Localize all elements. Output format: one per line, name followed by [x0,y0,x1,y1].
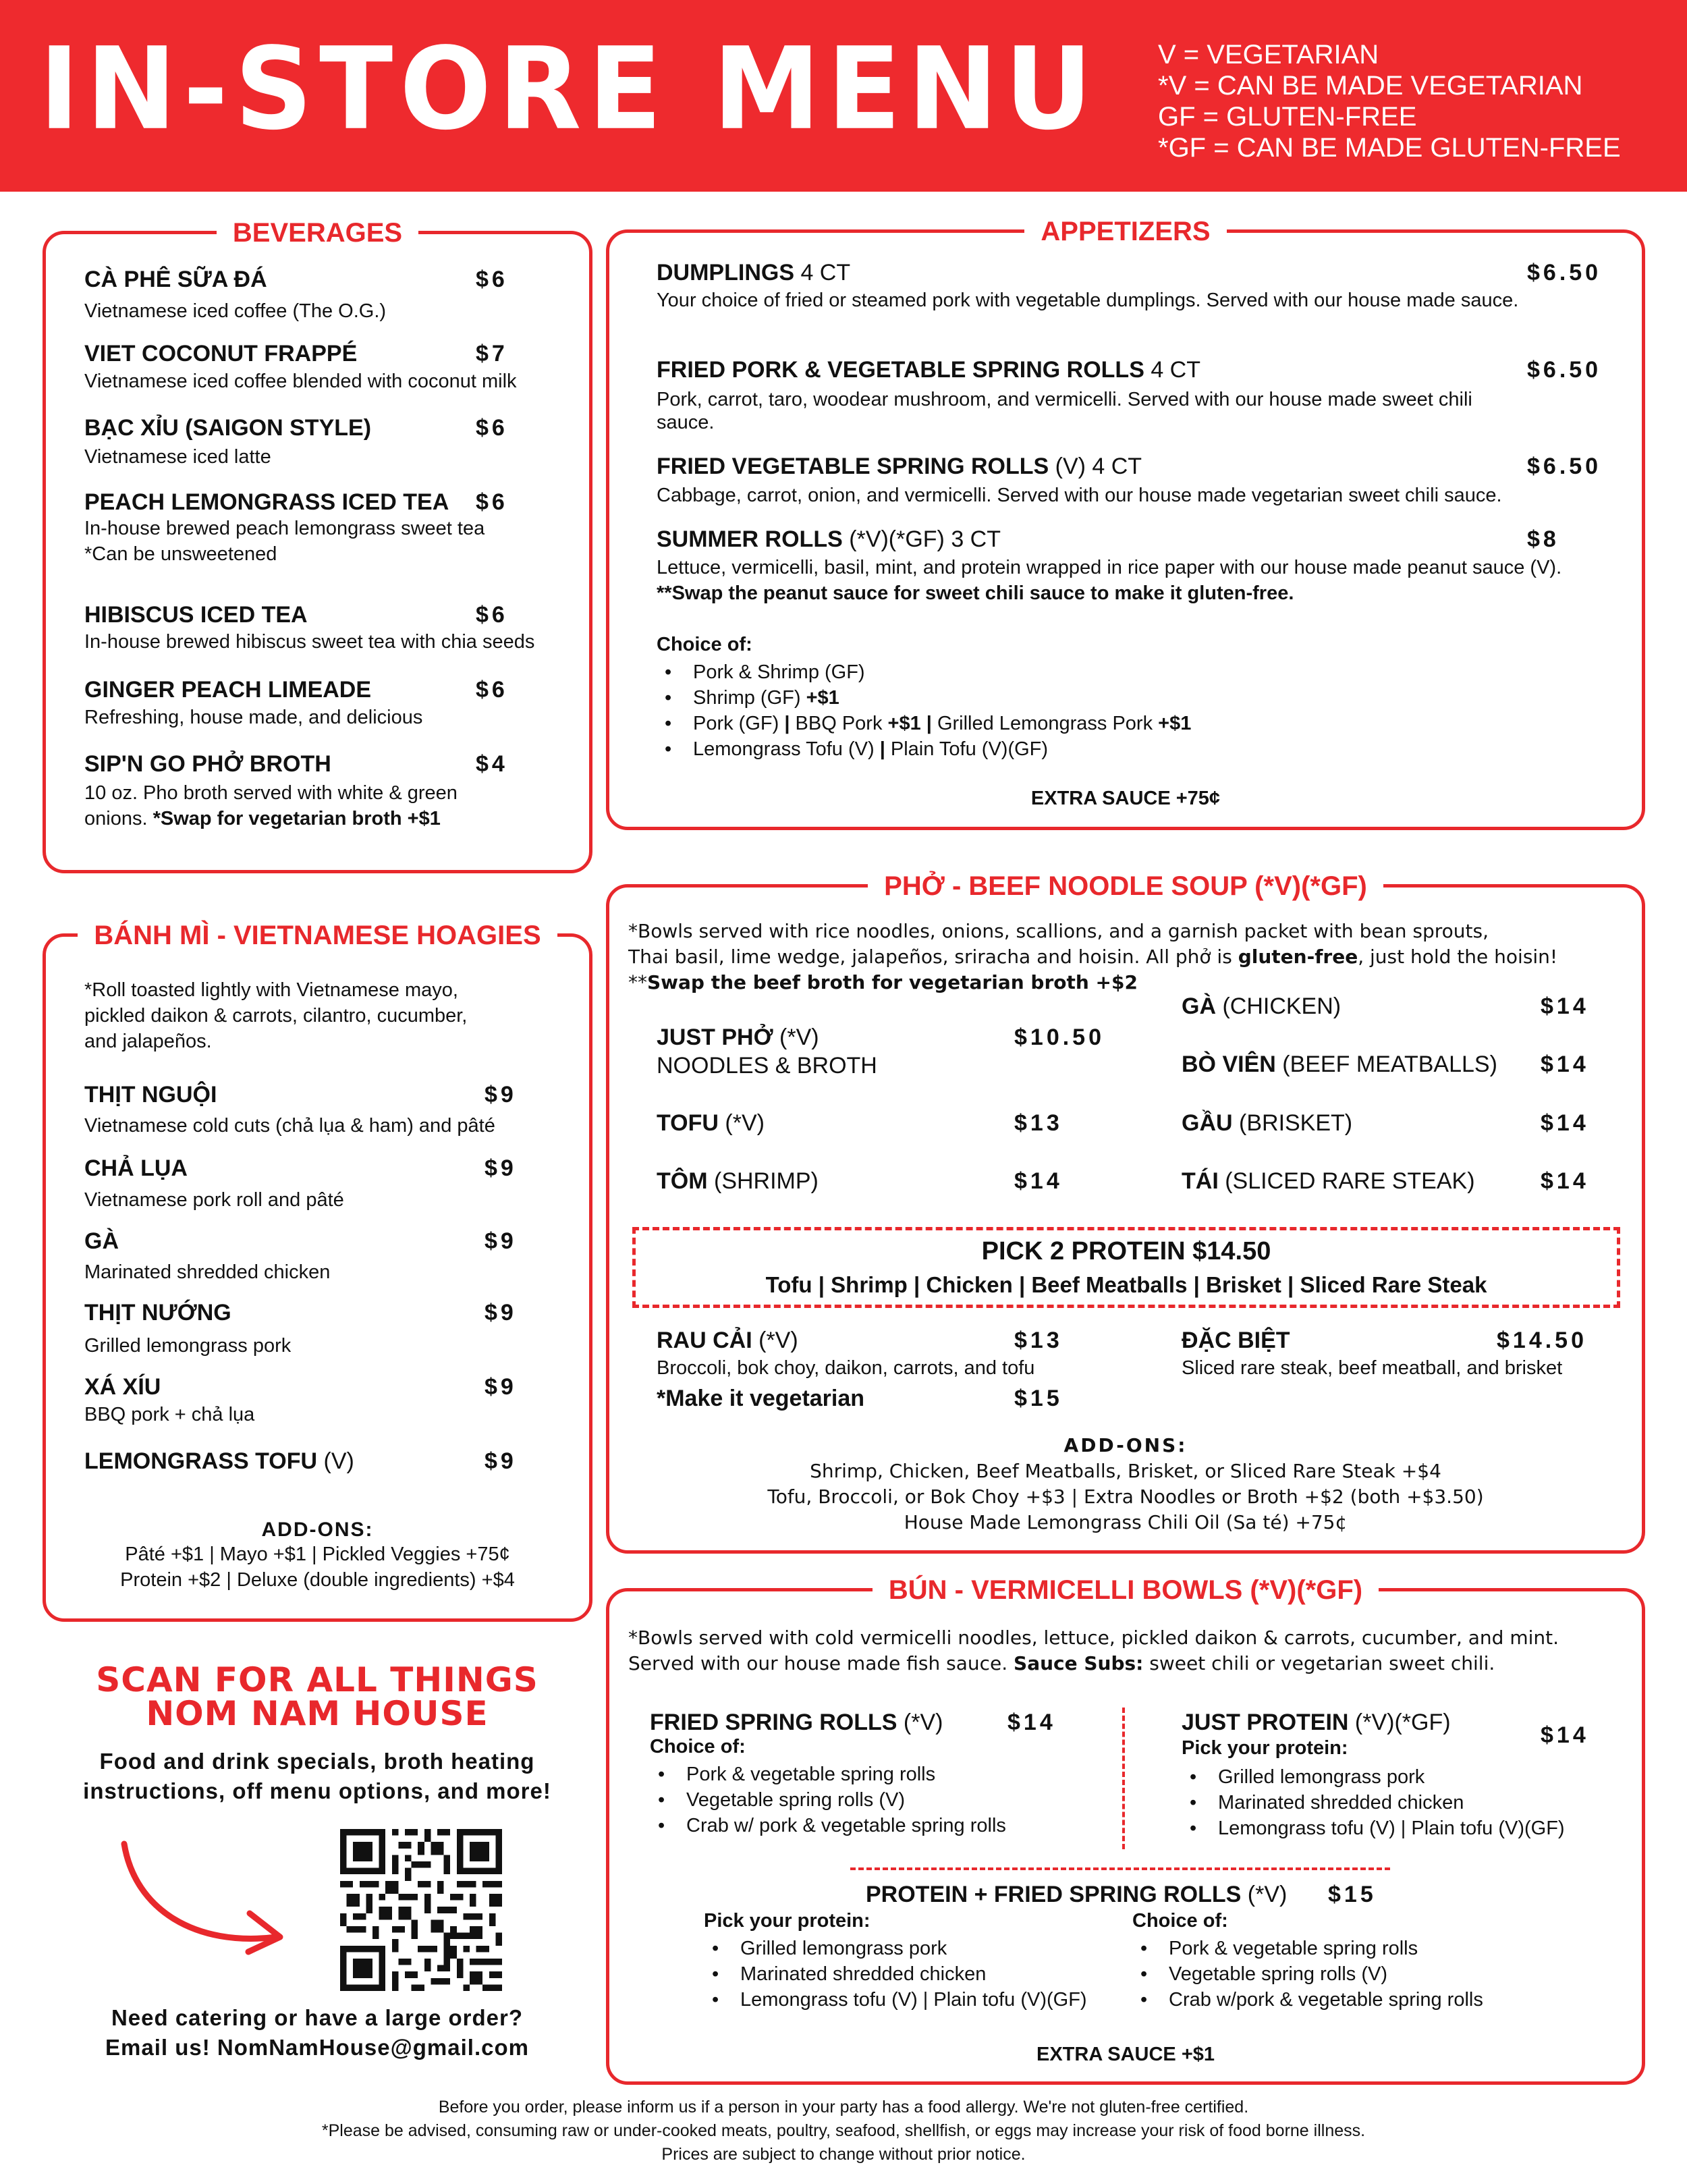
item-name: ĐẶC BIỆT [1182,1328,1290,1353]
item-price: $6 [476,267,508,292]
extra-sauce: EXTRA SAUCE +75¢ [1030,788,1221,809]
item-price: $4 [476,751,508,777]
item-name: XÁ XÍU [84,1374,161,1400]
pick-2-title: PICK 2 PROTEIN $14.50 [981,1237,1271,1265]
qr-code-icon[interactable] [340,1829,502,1991]
item-price: $13 [1014,1328,1063,1353]
item-desc: Vietnamese iced coffee blended with coconut milk [84,371,517,392]
item-name: TÔM (SHRIMP) [657,1168,819,1194]
item-desc: Pork, carrot, taro, woodear mushroom, and vermicelli. Served with our house made sweet chili sauce. [657,389,1472,433]
choice-title: Choice of: [650,1736,746,1757]
item-price: $7 [476,341,508,366]
list-item: • Lemongrass Tofu (V) | Plain Tofu (V)(GF) [657,736,1191,762]
dietary-legend [1158,39,1621,163]
bun-title: BÚN - VERMICELLI BOWLS (*V)(*GF) [873,1573,1379,1607]
item-price: $14 [1541,993,1589,1019]
item-price: $6.50 [1527,357,1602,383]
scan-title: SCAN FOR ALL THINGS NOM NAM HOUSE [96,1660,538,1733]
list-item: • Lemongrass tofu (V) | Plain tofu (V)(GF) [704,1987,1087,2013]
item-price: $9 [485,1300,517,1326]
item-name: HIBISCUS ICED TEA [84,602,308,628]
footer-disclaimer: Before you order, please inform us if a person in your party has a food allergy. We're not gluten-free certified. *Please be advised, consuming raw or under-cooked meats, poultry, seafood, shellfish, or eggs may increase your risk of food borne illness. Prices are subject to change without prior notice. [321,2098,1366,2164]
extra-sauce: EXTRA SAUCE +$1 [1036,2044,1215,2065]
list-item: • Pork & vegetable spring rolls [1132,1936,1483,1961]
item-name: GINGER PEACH LIMEADE [84,677,372,703]
divider [1122,1708,1125,1849]
item-name: PROTEIN + FRIED SPRING ROLLS (*V) [866,1882,1288,1907]
item-desc: Vietnamese iced coffee (The O.G.) [84,300,387,322]
item-desc: Sliced rare steak, beef meatball, and brisket [1182,1357,1563,1379]
item-desc: Marinated shredded chicken [84,1261,331,1283]
item-desc: In-house brewed peach lemongrass sweet tea [84,518,485,539]
pick-2-protein-box [632,1227,1620,1308]
legend-line: *GF = CAN BE MADE GLUTEN-FREE [1158,133,1621,163]
item-price: $6 [476,415,508,441]
item-price: $13 [1014,1110,1063,1136]
item-desc: Broccoli, bok choy, daikon, carrots, and tofu [657,1357,1035,1379]
bun-intro: *Bowls served with cold vermicelli noodles, lettuce, pickled daikon & carrots, cucumber, and mint. Served with our house made fish sauce. Sauce Subs: sweet chili or vegetarian sweet chili. [628,1627,1559,1674]
item-price: $14 [1007,1710,1056,1735]
item-price: $14 [1014,1168,1063,1194]
banh-mi-addons: ADD-ONS: Pâté +$1 | Mayo +$1 | Pickled Veggies +75¢ Protein +$2 | Deluxe (double ingredients) +$4 [120,1519,515,1591]
pho-addons: ADD-ONS: Shrimp, Chicken, Beef Meatballs, Brisket, or Sliced Rare Steak +$4 Tofu, Broccoli, or Bok Choy +$3 | Extra Noodles or Broth +$2 (both +$3.50) House Made Lemongrass Chili Oil (Sa té) +75¢ [767,1434,1484,1533]
item-price: $6.50 [1527,454,1602,479]
item-name: GÀ [84,1228,119,1254]
beverages-panel [43,218,592,873]
catering-contact: Need catering or have a large order? Email us! NomNamHouse@gmail.com [105,2005,529,2060]
item-price: $9 [485,1228,517,1254]
item-name: LEMONGRASS TOFU (V) [84,1448,354,1474]
item-desc: Your choice of fried or steamed pork with vegetable dumplings. Served with our house made sauce. [657,290,1519,311]
choice-list [657,659,1191,762]
choice-title: Choice of: [1132,1910,1228,1932]
item-price: $6 [476,677,508,703]
item-name: FRIED SPRING ROLLS (*V) [650,1710,943,1735]
legend-line: *V = CAN BE MADE VEGETARIAN [1158,71,1583,101]
list-item: • Crab w/pork & vegetable spring rolls [1132,1987,1483,2013]
vegetarian-option: *Make it vegetarian [657,1386,865,1411]
item-name: THỊT NƯỚNG [84,1300,231,1326]
item-name: TÁI (SLICED RARE STEAK) [1182,1168,1475,1194]
item-name: JUST PROTEIN (*V)(*GF) [1182,1710,1451,1735]
banh-mi-intro: *Roll toasted lightly with Vietnamese mayo, pickled daikon & carrots, cilantro, cucumber, and jalapeños. [84,979,468,1052]
pick-2-items: Tofu | Shrimp | Chicken | Beef Meatballs | Brisket | Sliced Rare Steak [765,1272,1487,1297]
item-price: $8 [1527,526,1559,552]
menu-title: IN-STORE MENU [39,22,1099,155]
divider [850,1867,1390,1870]
list-item: • Grilled lemongrass pork [704,1936,1087,1961]
list-item: • Marinated shredded chicken [704,1961,1087,1987]
item-desc: 10 oz. Pho broth served with white & green [84,782,458,804]
arrow-icon [115,1836,297,1957]
item-price: $14.50 [1497,1328,1587,1353]
item-name: RAU CẢI (*V) [657,1328,798,1353]
list-item: • Pork & Shrimp (GF) [657,659,1191,685]
list-item: • Grilled lemongrass pork [1182,1764,1565,1790]
list-item: • Marinated shredded chicken [1182,1790,1565,1816]
item-desc: Vietnamese cold cuts (chả lụa & ham) and pâté [84,1115,495,1137]
item-name: CHẢ LỤA [84,1155,188,1181]
item-price: $6 [476,489,508,515]
item-name: DUMPLINGS 4 CT [657,260,851,285]
choice-list [650,1762,1006,1838]
item-name: BẠC XỈU (SAIGON STYLE) [84,415,372,441]
item-price: $15 [1014,1386,1063,1411]
item-price: $15 [1328,1882,1377,1907]
item-desc: Cabbage, carrot, onion, and vermicelli. Served with our house made vegetarian sweet chili sauce. [657,485,1502,506]
item-name: SUMMER ROLLS (*V)(*GF) 3 CT [657,526,1001,552]
pho-intro: *Bowls served with rice noodles, onions, scallions, and a garnish packet with bean sprouts, Thai basil, lime wedge, jalapeños, sriracha and hoisin. All phở is gluten-free, just hold the hoisin! **Swap the beef broth for vegetarian broth +$2 [628,920,1558,993]
item-price: $9 [485,1448,517,1474]
list-item: • Pork & vegetable spring rolls [650,1762,1006,1787]
item-price: $10.50 [1014,1025,1105,1050]
item-desc: In-house brewed hibiscus sweet tea with chia seeds [84,631,535,653]
legend-line: V = VEGETARIAN [1158,40,1379,70]
item-name: PEACH LEMONGRASS ICED TEA [84,489,449,515]
choice-list [704,1936,1087,2013]
item-name: SIP'N GO PHỞ BROTH [84,751,331,777]
item-price: $9 [485,1082,517,1108]
banh-mi-title: BÁNH MÌ - VIETNAMESE HOAGIES [78,919,557,952]
appetizers-title: APPETIZERS [1024,215,1226,248]
item-desc: BBQ pork + chả lụa [84,1404,255,1425]
beverages-title: BEVERAGES [217,216,418,250]
item-price: $6.50 [1527,260,1602,285]
item-price: $14 [1541,1722,1589,1748]
item-name: CÀ PHÊ SỮA ĐÁ [84,267,267,292]
pho-panel [606,871,1645,1554]
item-desc: Grilled lemongrass pork [84,1335,292,1357]
item-note: onions. *Swap for vegetarian broth +$1 [84,808,441,829]
bun-panel [606,1575,1645,2085]
pho-title: PHỞ - BEEF NOODLE SOUP (*V)(*GF) [868,869,1383,903]
choice-title: Choice of: [657,634,752,655]
list-item: • Shrimp (GF) +$1 [657,685,1191,711]
choice-list [1182,1764,1565,1841]
list-item: • Lemongrass tofu (V) | Plain tofu (V)(GF) [1182,1816,1565,1841]
item-sub: NOODLES & BROTH [657,1053,877,1079]
item-price: $6 [476,602,508,628]
item-name: JUST PHỞ (*V) [657,1025,819,1050]
appetizers-panel [606,217,1645,830]
choice-title: Pick your protein: [1182,1737,1348,1759]
item-desc: Refreshing, house made, and delicious [84,707,423,728]
item-name: GẦU (BRISKET) [1182,1110,1353,1136]
header-banner [0,0,1687,192]
item-price: $9 [485,1155,517,1181]
item-name: FRIED PORK & VEGETABLE SPRING ROLLS 4 CT [657,357,1200,383]
item-name: FRIED VEGETABLE SPRING ROLLS (V) 4 CT [657,454,1142,479]
item-name: THỊT NGUỘI [84,1082,217,1108]
item-price: $14 [1541,1110,1589,1136]
choice-title: Pick your protein: [704,1910,870,1932]
item-note: **Swap the peanut sauce for sweet chili sauce to make it gluten-free. [657,582,1294,604]
item-desc: Vietnamese pork roll and pâté [84,1189,344,1211]
list-item: • Vegetable spring rolls (V) [650,1787,1006,1813]
scan-description: Food and drink specials, broth heating instructions, off menu options, and more! [83,1749,551,1803]
item-name: VIET COCONUT FRAPPÉ [84,341,358,366]
item-desc: Vietnamese iced latte [84,446,271,468]
item-name: GÀ (CHICKEN) [1182,993,1342,1019]
legend-line: GF = GLUTEN-FREE [1158,102,1417,132]
list-item: • Vegetable spring rolls (V) [1132,1961,1483,1987]
item-name: BÒ VIÊN (BEEF MEATBALLS) [1182,1052,1497,1077]
list-item: • Pork (GF) | BBQ Pork +$1 | Grilled Lemongrass Pork +$1 [657,711,1191,736]
item-note: *Can be unsweetened [84,543,277,565]
list-item: • Crab w/ pork & vegetable spring rolls [650,1813,1006,1838]
item-price: $9 [485,1374,517,1400]
item-price: $14 [1541,1168,1589,1194]
item-price: $14 [1541,1052,1589,1077]
item-name: TOFU (*V) [657,1110,765,1136]
item-desc: Lettuce, vermicelli, basil, mint, and protein wrapped in rice paper with our house made peanut sauce (V). [657,557,1562,578]
choice-list [1132,1936,1483,2013]
banh-mi-panel [43,921,592,1622]
